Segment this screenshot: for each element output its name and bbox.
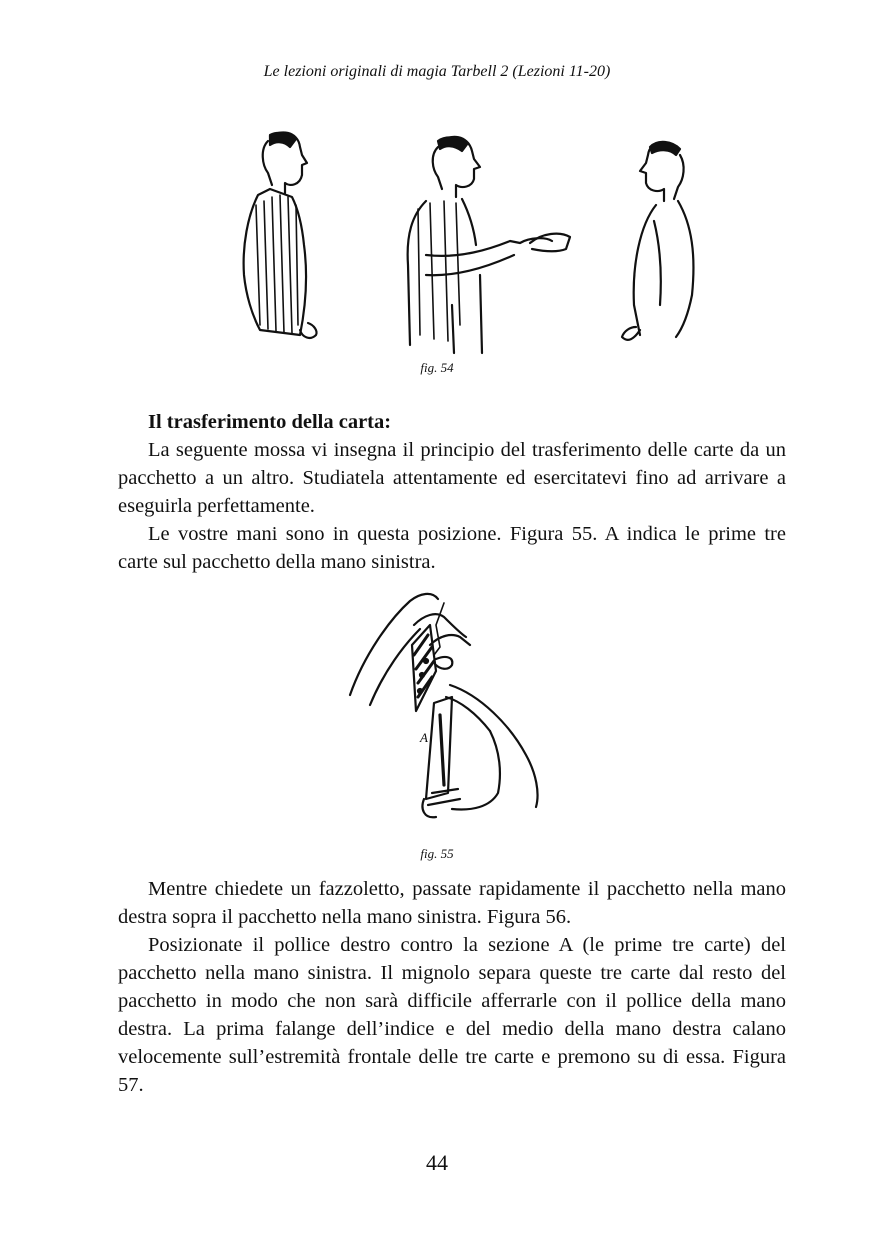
figure-55 [340,585,560,835]
section-after-fig55 [118,875,786,1099]
man-left [244,132,317,337]
figure-54-caption: fig. 54 [420,360,454,375]
page-number: 44 [426,1150,448,1175]
paragraph-4: Posizionate il pollice destro contro la sezione A (le prime tre carte) del pacchetto nella mano sinistra. Il mignolo separa queste tre carte dal resto del pacchetto in modo che non sarà difficile afferrarle con il pollice della mano destra. La prima falange dell’indice e del medio della mano destra calano velocemente sull’estremità frontale delle tre carte e premono su di essa. Figura 57. [118,934,786,1096]
paragraph-2: Le vostre mani sono in questa posizione. Figura 55. A indica le prime tre carte sul pacchetto della mano sinistra. [118,523,786,573]
figure-54 [230,125,700,355]
three-men-illustration [230,125,700,355]
man-middle [408,137,570,353]
section-heading: Il trasferimento della carta: [148,411,392,433]
figure-55-caption: fig. 55 [420,846,454,861]
paragraph-3: Mentre chiedete un fazzoletto, passate rapidamente il pacchetto nella mano destra sopra il pacchetto nella mano sinistra. Figura 56. [118,878,786,928]
label-a: A [420,730,428,745]
hands-with-card-packets-illustration [340,585,560,835]
section-before-fig55 [118,408,786,576]
paragraph-1: La seguente mossa vi insegna il principio del trasferimento delle carte da un pacchetto a un altro. Studiatela attentamente ed esercitatevi fino ad arrivare a eseguirla perfettamente. [118,439,786,517]
running-head: Le lezioni originali di magia Tarbell 2 (Lezioni 11-20) [263,63,611,80]
man-right [622,142,693,340]
